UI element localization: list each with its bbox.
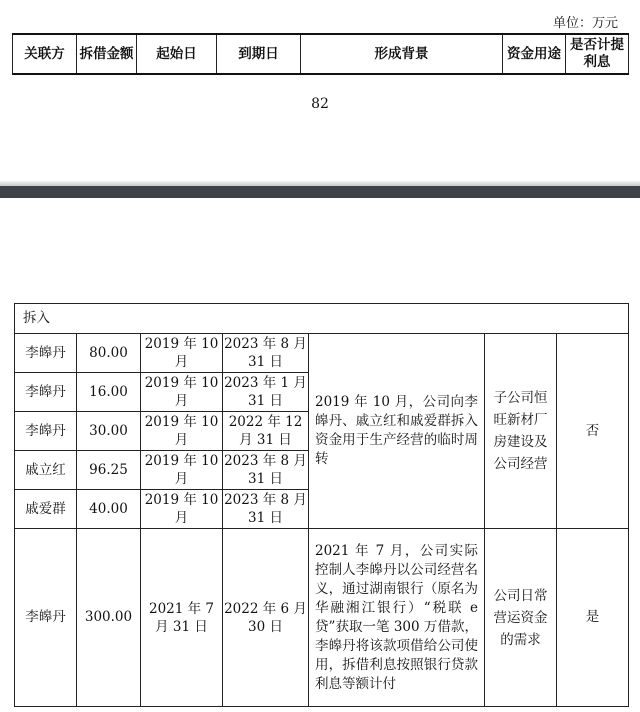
- use-cell: 公司日常营运资金的需求: [485, 529, 557, 707]
- col-amount: 拆借金额: [77, 34, 137, 74]
- interest-cell: 否: [557, 334, 629, 529]
- page-separator: [0, 186, 640, 198]
- end-cell: 2023 年 1 月 31 日: [223, 373, 309, 412]
- amount-cell: 300.00: [77, 529, 141, 707]
- amount-cell: 30.00: [77, 412, 141, 451]
- start-cell: 2019 年 10 月: [141, 334, 223, 373]
- unit-label: 单位：万元: [552, 16, 618, 31]
- col-interest: 是否计提利息: [566, 34, 629, 74]
- loan-table: [14, 303, 629, 707]
- table-row: [15, 529, 629, 707]
- end-cell: 2023 年 8 月 31 日: [223, 334, 309, 373]
- party-cell: 李皞丹: [15, 412, 77, 451]
- header-table: [12, 33, 629, 75]
- interest-cell: 是: [557, 529, 629, 707]
- end-cell: 2022 年 6 月 30 日: [223, 529, 309, 707]
- party-cell: 李皞丹: [15, 334, 77, 373]
- start-cell: 2019 年 10 月: [141, 451, 223, 490]
- start-cell: 2019 年 10 月: [141, 490, 223, 529]
- background-cell: 2021 年 7 月，公司实际控制人李皞丹以公司经营名义，通过湖南银行（原名为华融湘江银行）“税联 e 贷”获取一笔 300 万借款，李皞丹将该款项借给公司使用，拆借利息按照银行贷款利息等额计付: [309, 529, 485, 707]
- party-cell: 戚立红: [15, 451, 77, 490]
- start-cell: 2019 年 10 月: [141, 373, 223, 412]
- end-cell: 2023 年 8 月 31 日: [223, 490, 309, 529]
- start-cell: 2019 年 10 月: [141, 412, 223, 451]
- col-use: 资金用途: [503, 34, 566, 74]
- start-cell: 2021 年 7 月 31 日: [141, 529, 223, 707]
- section-row: [15, 304, 629, 334]
- col-background: 形成背景: [301, 34, 503, 74]
- party-cell: 李皞丹: [15, 373, 77, 412]
- page-number: 82: [311, 96, 329, 112]
- col-end: 到期日: [217, 34, 301, 74]
- end-cell: 2023 年 8 月 31 日: [223, 451, 309, 490]
- amount-cell: 80.00: [77, 334, 141, 373]
- amount-cell: 40.00: [77, 490, 141, 529]
- party-cell: 戚爱群: [15, 490, 77, 529]
- header-row: [13, 34, 629, 74]
- end-cell: 2022 年 12 月 31 日: [223, 412, 309, 451]
- section-label: 拆入: [15, 304, 629, 334]
- table-row: [15, 334, 629, 373]
- background-cell: 2019 年 10 月，公司向李皞丹、戚立红和戚爱群拆入资金用于生产经营的临时周转: [309, 334, 485, 529]
- amount-cell: 16.00: [77, 373, 141, 412]
- use-cell: 子公司恒旺新材厂房建设及公司经营: [485, 334, 557, 529]
- col-party: 关联方: [13, 34, 77, 74]
- party-cell: 李皞丹: [15, 529, 77, 707]
- col-start: 起始日: [137, 34, 217, 74]
- amount-cell: 96.25: [77, 451, 141, 490]
